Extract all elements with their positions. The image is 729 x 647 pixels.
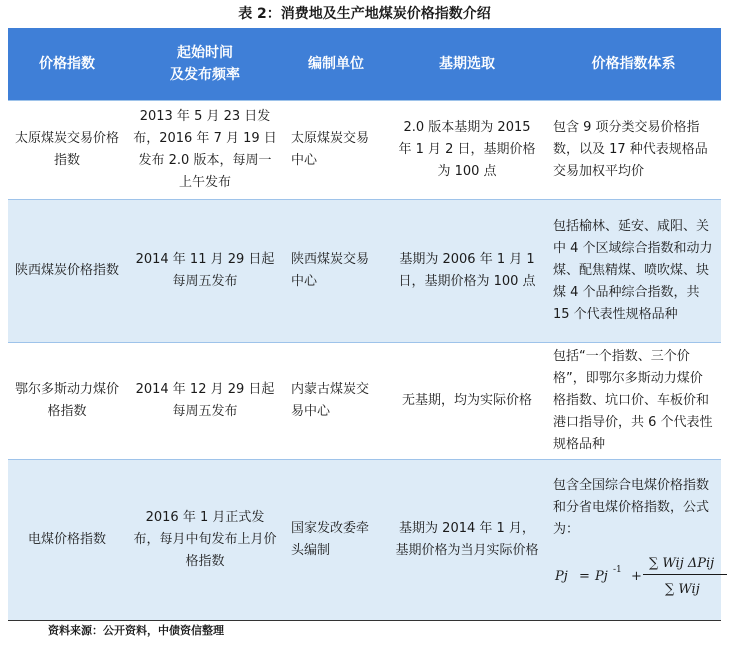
cell-org: 太原煤炭交易中心	[284, 101, 388, 200]
cell-base: 2.0 版本基期为 2015 年 1 月 2 日，基期价格为 100 点	[388, 101, 546, 200]
header-system: 价格指数体系	[546, 28, 721, 101]
cell-base: 基期为 2014 年 1 月，基期价格为当月实际价格	[388, 460, 546, 621]
table-row	[8, 343, 721, 460]
cell-system-formula	[546, 460, 721, 621]
table-row	[8, 101, 721, 200]
cell-base: 无基期，均为实际价格	[388, 343, 546, 460]
formula-prev-sup: -1	[613, 565, 622, 575]
formula-prev: Pj	[595, 569, 608, 584]
cell-name: 鄂尔多斯动力煤价格指数	[8, 343, 126, 460]
header-start-line1: 起始时间	[177, 45, 233, 61]
cell-system: 包含 9 项分类交易价格指数，以及 17 种代表规格品交易加权平均价	[546, 101, 721, 200]
formula	[553, 547, 714, 605]
cell-org: 国家发改委牵头编制	[284, 460, 388, 621]
formula-eq: =	[579, 569, 590, 584]
header-org: 编制单位	[284, 28, 388, 101]
price-index-table	[8, 28, 721, 620]
source-note: 资料来源：公开资料，中债资信整理	[48, 624, 224, 637]
formula-numerator: ∑ Wij ΔPij	[649, 556, 715, 571]
formula-denominator: ∑ Wij	[665, 582, 700, 597]
cell-base: 基期为 2006 年 1 月 1 日，基期价格为 100 点	[388, 200, 546, 343]
table-title: 表 2：消费地及生产地煤炭价格指数介绍	[238, 6, 491, 22]
formula-lhs: Pj	[555, 569, 568, 584]
formula-plus: +	[631, 569, 642, 584]
cell-org: 陕西煤炭交易中心	[284, 200, 388, 343]
table-row	[8, 460, 721, 621]
cell-name: 陕西煤炭价格指数	[8, 200, 126, 343]
cell-system: 包括“一个指数、三个价格”，即鄂尔多斯动力煤价格指数、坑口价、车板价和港口指导价，共 6 个代表性规格品种	[546, 343, 721, 460]
cell-system: 包括榆林、延安、咸阳、关中 4 个区域综合指数和动力煤、配焦精煤、喷吹煤、块煤 4 个品种综合指数，共 15 个代表性规格品种	[546, 200, 721, 343]
cell-start: 2013 年 5 月 23 日发布，2016 年 7 月 19 日发布 2.0 版本，每周一上午发布	[126, 101, 284, 200]
cell-name: 电煤价格指数	[8, 460, 126, 621]
formula-intro: 包含全国综合电煤价格指数和分省电煤价格指数，公式为：	[553, 478, 710, 537]
cell-start: 2016 年 1 月正式发布，每月中旬发布上月价格指数	[126, 460, 284, 621]
header-base: 基期选取	[388, 28, 546, 101]
cell-start: 2014 年 11 月 29 日起每周五发布	[126, 200, 284, 343]
cell-name: 太原煤炭交易价格指数	[8, 101, 126, 200]
table-header-row	[8, 28, 721, 101]
cell-org: 内蒙古煤炭交易中心	[284, 343, 388, 460]
header-start	[126, 28, 284, 101]
table-row	[8, 200, 721, 343]
formula-fraction-bar	[643, 574, 727, 575]
header-start-line2: 及发布频率	[170, 67, 240, 83]
header-index: 价格指数	[8, 28, 126, 101]
cell-start: 2014 年 12 月 29 日起每周五发布	[126, 343, 284, 460]
